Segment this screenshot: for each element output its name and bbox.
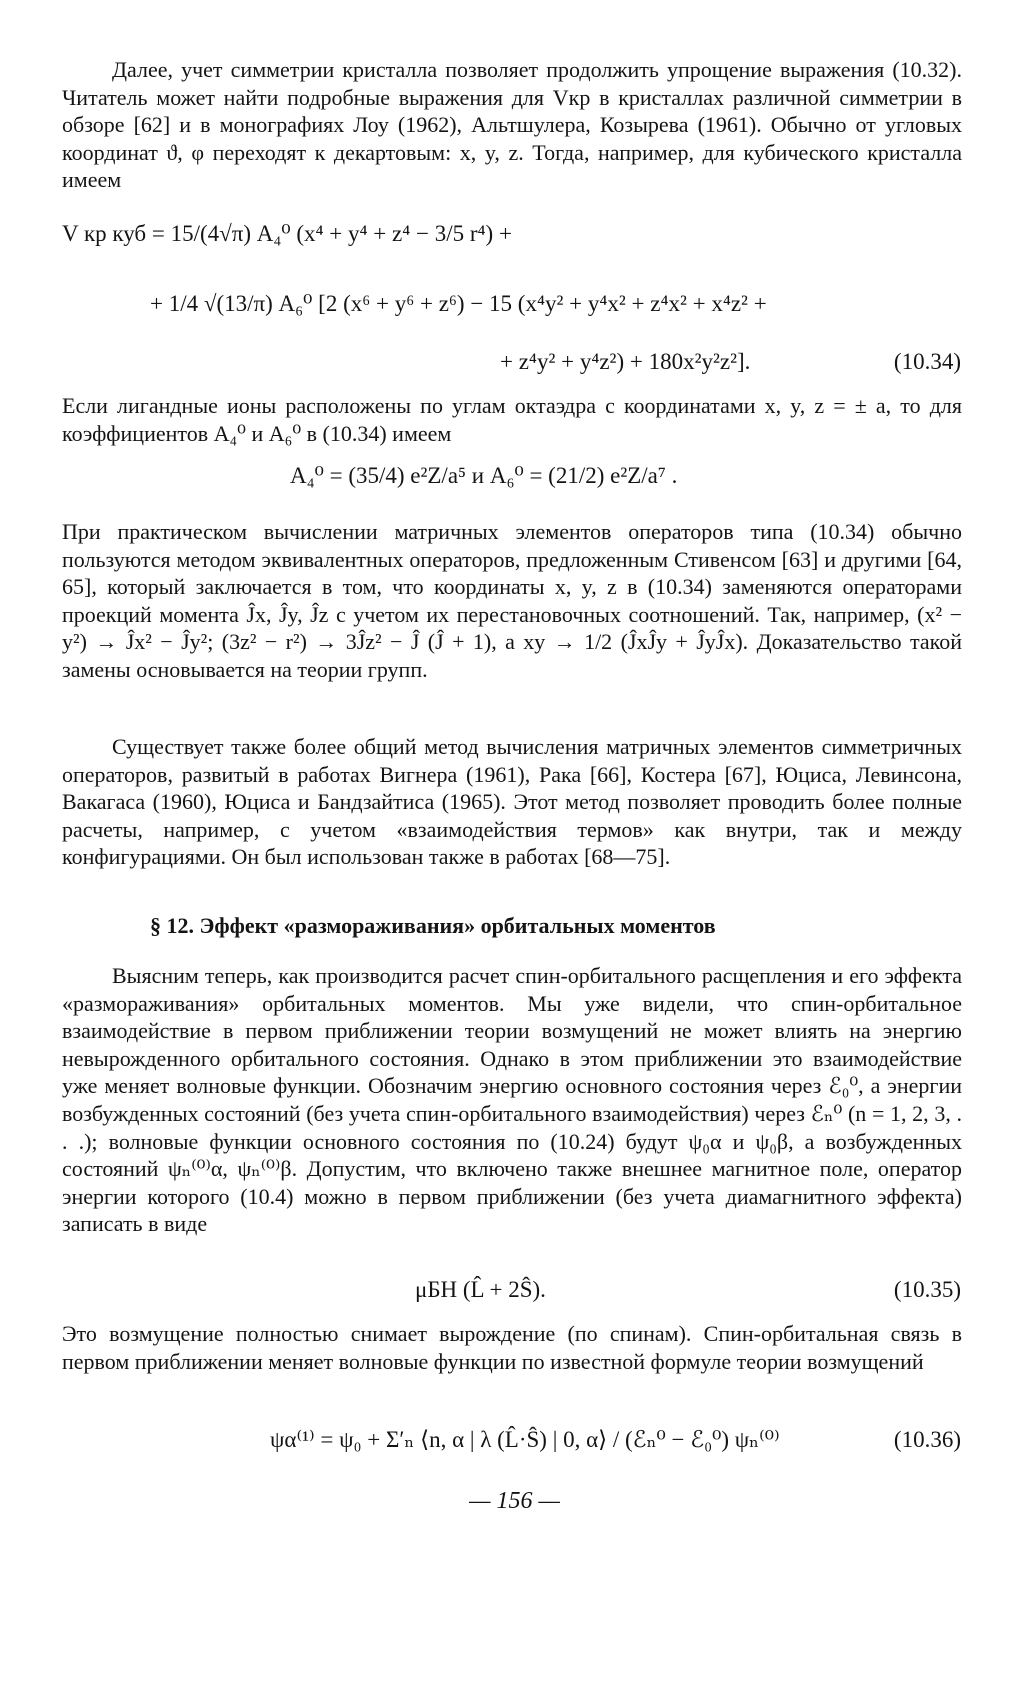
paragraph-general-method: Существует также более общий метод вычисления матричных элементов симметричных операторов, развитый в работах Вигнера (1961), Рака [66], Костера [67], Юциса, Левинсона, Вакагаса (1960), Юциса и Бандзайтиса (1965). Этот метод позволяет проводить более полные расчеты, например, с учетом «взаимодействия термов» как внутри, так и между конфигурациями. Он был использован также в работах [68—75]. bbox=[62, 734, 962, 870]
equation-number-10-36: (10.36) bbox=[893, 1427, 961, 1452]
paragraph-perturbation: Это возмущение полностью снимает вырождение (по спинам). Спин-орбитальная связь в первом приближении меняет волновые функции по известной формуле теории возмущений bbox=[62, 1321, 962, 1374]
equation-number-10-35: (10.35) bbox=[893, 1277, 961, 1302]
equation-number-10-34: (10.34) bbox=[893, 349, 961, 374]
equation-10-36: ψα⁽¹⁾ = ψ₀ + Σ′ₙ ⟨n, α | λ (L̂·Ŝ) | 0, α⟩ / (ℰₙ⁰ − ℰ₀⁰) ψₙ⁽⁰⁾ bbox=[270, 1427, 780, 1452]
equation-10-35: μБH (L̂ + 2Ŝ). bbox=[415, 1277, 546, 1302]
paragraph-spin-orbit: Выясним теперь, как производится расчет спин-орбитального расщепления и его эффекта «размораживания» орбитальных моментов. Мы уже видели, что спин-орбитальное взаимодействие в первом приближении теории возмущений не может влиять на энергию невырожденного орбитального состояния. Однако в этом приближении это взаимодействие уже меняет волновые функции. Обозначим энергию основного состояния через ℰ₀⁰, а энергии возбужденных состояний (без учета спин-орбитального взаимодействия) через ℰₙ⁰ (n = 1, 2, 3, . . .); волновые функции основного состояния по (10.24) будут ψ₀α и ψ₀β, а возбужденных состояний ψₙ⁽⁰⁾α, ψₙ⁽⁰⁾β. Допустим, что включено также внешнее магнитное поле, оператор энергии которого (10.4) можно в первом приближении (без учета диамагнитного эффекта) записать в виде bbox=[62, 963, 962, 1237]
section-heading: § 12. Эффект «размораживания» орбитальных моментов bbox=[150, 913, 716, 938]
equation-10-34-line2: + 1/4 √(13/π) A₆⁰ [2 (x⁶ + y⁶ + z⁶) − 15 (x⁴y² + y⁴x² + z⁴x² + x⁴z² + bbox=[150, 291, 767, 316]
equation-a-coefficients: A₄⁰ = (35/4) e²Z/a⁵ и A₆⁰ = (21/2) e²Z/a⁷ . bbox=[290, 463, 678, 488]
paragraph-intro: Далее, учет симметрии кристалла позволяет продолжить упрощение выражения (10.32). Читатель может найти подробные выражения для Vкр в кристаллах различной симметрии в обзоре [62] и в монографиях Лоу (1962), Альтшулера, Козырева (1961). Обычно от угловых координат ϑ, φ переходят к декартовым: x, y, z. Тогда, например, для кубического кристалла имеем bbox=[62, 57, 962, 193]
equation-10-34-line3: + z⁴y² + y⁴z²) + 180x²y²z²]. bbox=[500, 349, 751, 374]
page-number: — 156 — bbox=[469, 1488, 560, 1514]
paragraph-equivalent-operators: При практическом вычислении матричных элементов операторов типа (10.34) обычно пользуются методом эквивалентных операторов, предложенным Стивенсом [63] и другими [64, 65], который заключается в том, что координаты x, y, z в (10.34) заменяются операторами проекций момента Ĵx, Ĵy, Ĵz с учетом их перестановочных соотношений. Так, например, (x² − y²) → Ĵx² − Ĵy²; (3z² − r²) → 3Ĵz² − Ĵ (Ĵ + 1), а xy → 1/2 (ĴxĴy + ĴyĴx). Доказательство такой замены основывается на теории групп. bbox=[62, 519, 962, 682]
equation-10-34-line1: V кр куб = 15/(4√π) A₄⁰ (x⁴ + y⁴ + z⁴ − 3/5 r⁴) + bbox=[62, 221, 512, 246]
paragraph-ligand-ions: Если лигандные ионы расположены по углам октаэдра с координатами x, y, z = ± a, то для коэффициентов A₄⁰ и A₆⁰ в (10.34) имеем bbox=[62, 393, 962, 446]
